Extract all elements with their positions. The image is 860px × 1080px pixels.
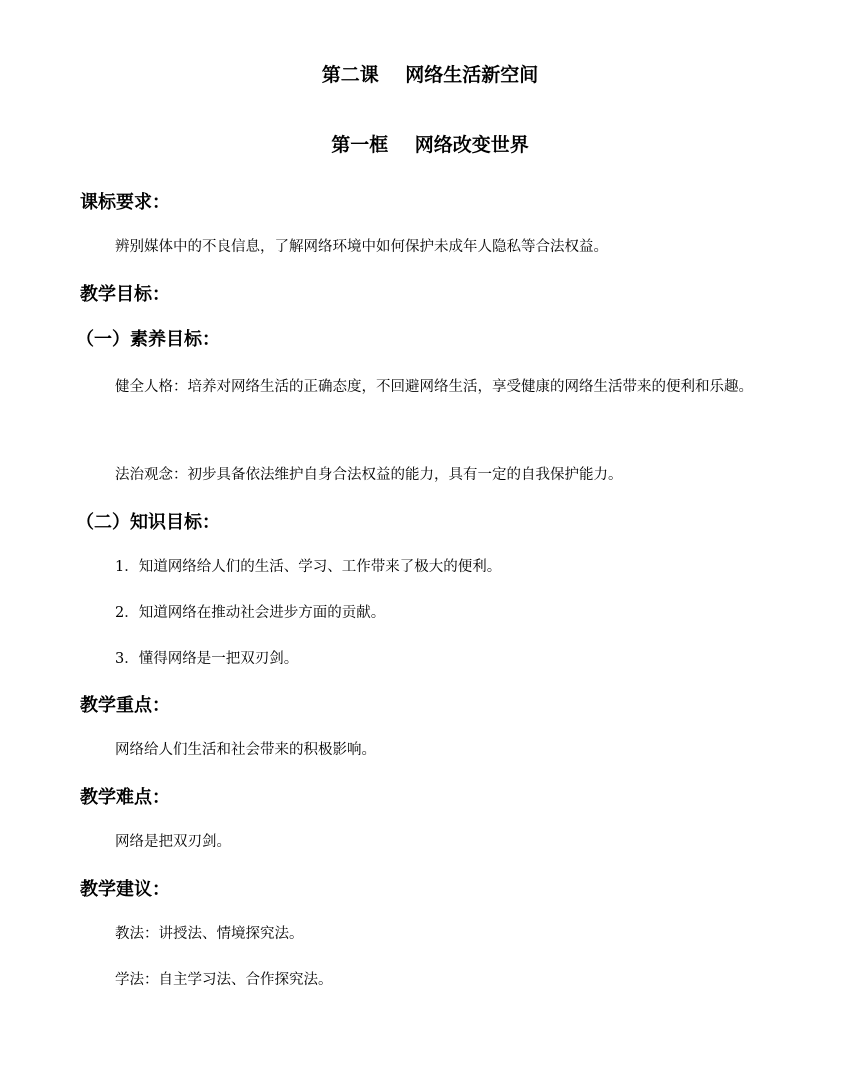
key-point-text: 网络给人们生活和社会带来的积极影响。 <box>115 742 376 758</box>
key-point-heading: 教学重点： <box>80 695 170 716</box>
curriculum-text: 辨别媒体中的不良信息，了解网络环境中如何保护未成年人隐私等合法权益。 <box>115 239 608 255</box>
curriculum-heading: 课标要求： <box>80 192 170 213</box>
knowledge-item-2: 2．知道网络在推动社会进步方面的贡献。 <box>115 605 386 621</box>
literacy-paragraph-law: 法治观念：初步具备依法维护自身合法权益的能力，具有一定的自我保护能力。 <box>115 467 623 483</box>
knowledge-heading: （二）知识目标： <box>76 512 220 533</box>
literacy-paragraph-personality: 健全人格：培养对网络生活的正确态度，不回避网络生活，享受健康的网络生活带来的便利和乐趣。 <box>115 379 753 395</box>
knowledge-item-1: 1．知道网络给人们的生活、学习、工作带来了极大的便利。 <box>115 559 502 575</box>
lesson-title: 第二课 网络生活新空间 <box>321 64 539 86</box>
learning-method: 学法：自主学习法、合作探究法。 <box>115 972 333 988</box>
teaching-method: 教法：讲授法、情境探究法。 <box>115 926 304 942</box>
objectives-heading: 教学目标： <box>80 284 170 305</box>
difficulty-heading: 教学难点： <box>80 787 170 808</box>
section-title: 第一框 网络改变世界 <box>331 134 529 156</box>
difficulty-text: 网络是把双刃剑。 <box>115 834 231 850</box>
knowledge-item-3: 3．懂得网络是一把双刃剑。 <box>115 651 299 667</box>
literacy-heading: （一）素养目标： <box>76 329 220 350</box>
suggestions-heading: 教学建议： <box>80 879 170 900</box>
